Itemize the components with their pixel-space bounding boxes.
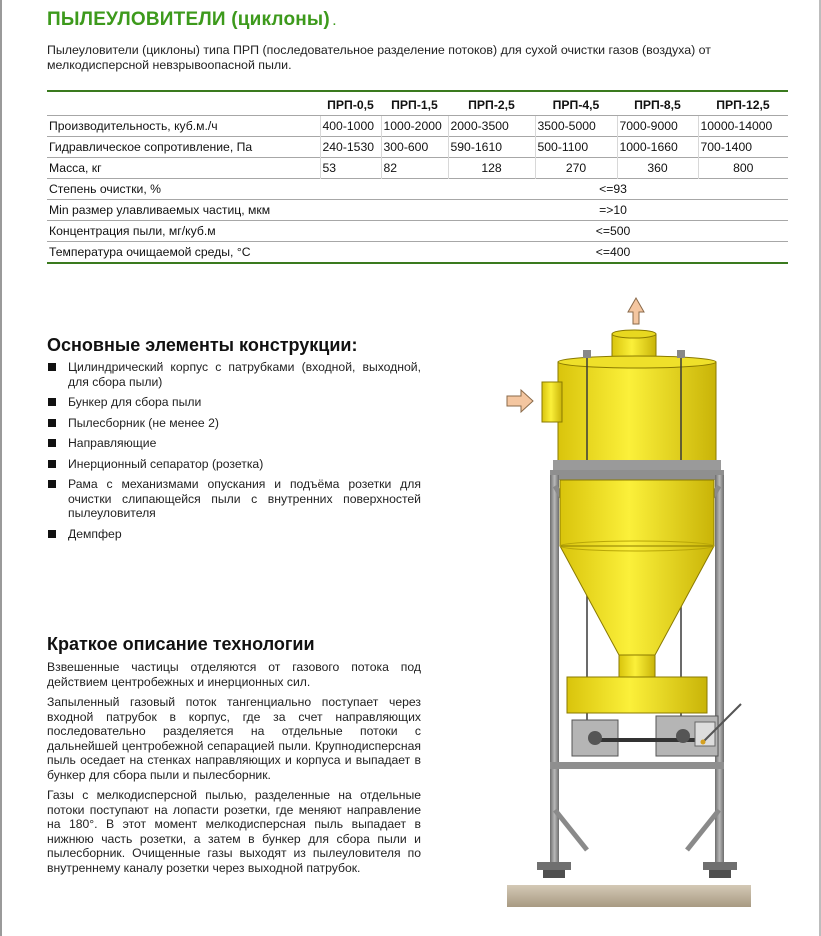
table-cell: 590-1610 bbox=[448, 137, 535, 158]
paragraph: Запыленный газовый поток тангенциально поступает через входной патрубок в корпус, где за счет направляющих последовательно разделяется на отдельные потоки с дальнейшей центробежной сепарацией пыли. Крупнодисперсная пыль оседает на стенках направляющих и корпуса и выпадает в бункер для сбора пыли и пылесборник. bbox=[47, 695, 421, 782]
model-header: ПРП-0,5 bbox=[320, 91, 381, 116]
row-label: Производительность, куб.м./ч bbox=[47, 116, 320, 137]
paragraph: Взвешенные частицы отделяются от газового потока под действием центробежных и инерционных сил. bbox=[47, 660, 421, 689]
frame-leg bbox=[550, 475, 559, 865]
page-title: ПЫЛЕУЛОВИТЕЛИ (циклоны) . bbox=[47, 9, 337, 30]
table-row bbox=[47, 137, 788, 158]
frame-foot bbox=[537, 862, 571, 870]
title-dot: . bbox=[332, 16, 337, 28]
dust-collector bbox=[567, 677, 707, 713]
bullet-icon bbox=[48, 363, 56, 371]
cyclone-body-top bbox=[558, 356, 716, 368]
frame-bottom-beam bbox=[550, 762, 724, 769]
table-row bbox=[47, 200, 788, 221]
table-cell: 1000-1660 bbox=[617, 137, 698, 158]
table-cell: <=400 bbox=[320, 242, 788, 264]
table-cell: =>10 bbox=[320, 200, 788, 221]
model-header: ПРП-12,5 bbox=[698, 91, 788, 116]
table-cell: 240-1530 bbox=[320, 137, 381, 158]
table-row bbox=[47, 158, 788, 179]
cyclone-illustration bbox=[495, 290, 765, 920]
list-item-text: Бункер для сбора пыли bbox=[68, 395, 202, 409]
gear-wheel bbox=[676, 729, 690, 743]
table-cell: 800 bbox=[698, 158, 788, 179]
table-cell: 270 bbox=[535, 158, 617, 179]
list-item bbox=[47, 527, 421, 542]
list-item bbox=[47, 457, 421, 472]
list-item bbox=[47, 416, 421, 431]
outlet-pipe-rim bbox=[612, 330, 656, 338]
row-label: Концентрация пыли, мг/куб.м bbox=[47, 221, 320, 242]
row-label: Гидравлическое сопротивление, Па bbox=[47, 137, 320, 158]
model-header: ПРП-2,5 bbox=[448, 91, 535, 116]
table-cell: 7000-9000 bbox=[617, 116, 698, 137]
row-label: Min размер улавливаемых частиц, мкм bbox=[47, 200, 320, 221]
frame-foot-pad bbox=[709, 870, 731, 878]
list-item-text: Демпфер bbox=[68, 526, 122, 541]
table-cell: 300-600 bbox=[381, 137, 448, 158]
bullet-icon bbox=[48, 419, 56, 427]
elements-list bbox=[47, 360, 421, 547]
technology-heading: Краткое описание технологии bbox=[47, 634, 315, 654]
bullet-icon bbox=[48, 480, 56, 488]
inlet-arrow-icon bbox=[507, 390, 533, 412]
technology-text bbox=[47, 660, 421, 881]
rod-clamp bbox=[583, 350, 591, 358]
model-header: ПРП-8,5 bbox=[617, 91, 698, 116]
list-item-text: Пылесборник (не менее 2) bbox=[68, 415, 219, 430]
list-item-text: Направляющие bbox=[68, 436, 157, 450]
table-cell: 700-1400 bbox=[698, 137, 788, 158]
frame-foot bbox=[703, 862, 737, 870]
outlet-arrow-icon bbox=[628, 298, 644, 324]
table-cell: 1000-2000 bbox=[381, 116, 448, 137]
bullet-icon bbox=[48, 460, 56, 468]
hopper-upper bbox=[560, 480, 714, 546]
model-header: ПРП-4,5 bbox=[535, 91, 617, 116]
list-item bbox=[47, 360, 421, 389]
ground-slab bbox=[507, 885, 751, 907]
specs-header-row bbox=[47, 91, 788, 116]
list-item-text: Рама с механизмами опускания и подъёма розетки для очистки слипающейся пыли с внутренних поверхностей пылеуловителя bbox=[68, 477, 421, 520]
table-cell: 360 bbox=[617, 158, 698, 179]
table-cell: <=500 bbox=[320, 221, 788, 242]
frame-foot-pad bbox=[543, 870, 565, 878]
table-row bbox=[47, 221, 788, 242]
table-cell: 500-1100 bbox=[535, 137, 617, 158]
bullet-icon bbox=[48, 530, 56, 538]
table-cell: 10000-14000 bbox=[698, 116, 788, 137]
list-item-text: Инерционный сепаратор (розетка) bbox=[68, 456, 264, 471]
bullet-icon bbox=[48, 439, 56, 447]
table-row bbox=[47, 116, 788, 137]
handle-knob bbox=[701, 740, 706, 745]
table-row bbox=[47, 242, 788, 264]
list-item bbox=[47, 477, 421, 521]
table-cell: <=93 bbox=[320, 179, 788, 200]
row-label: Температура очищаемой среды, °С bbox=[47, 242, 320, 264]
frame-top-beam bbox=[550, 470, 724, 480]
frame-leg bbox=[715, 475, 724, 865]
table-cell: 53 bbox=[320, 158, 381, 179]
inlet-pipe bbox=[542, 382, 562, 422]
table-cell: 128 bbox=[448, 158, 535, 179]
table-cell: 2000-3500 bbox=[448, 116, 535, 137]
hopper-outlet bbox=[619, 655, 655, 677]
model-header: ПРП-1,5 bbox=[381, 91, 448, 116]
bullet-icon bbox=[48, 398, 56, 406]
rod-clamp bbox=[677, 350, 685, 358]
gear-wheel bbox=[588, 731, 602, 745]
row-label: Масса, кг bbox=[47, 158, 320, 179]
frame-brace bbox=[555, 810, 587, 850]
table-cell: 82 bbox=[381, 158, 448, 179]
intro-text: Пылеуловители (циклоны) типа ПРП (последовательное разделение потоков) для сухой очистки газов (воздуха) от мелкодисперсной невзрывоопасной пыли. bbox=[47, 43, 711, 72]
list-item bbox=[47, 395, 421, 410]
list-item bbox=[47, 436, 421, 451]
table-row bbox=[47, 179, 788, 200]
elements-heading: Основные элементы конструкции: bbox=[47, 335, 358, 355]
table-cell: 3500-5000 bbox=[535, 116, 617, 137]
list-item-text: Цилиндрический корпус с патрубками (входной, выходной, для сбора пыли) bbox=[68, 360, 421, 389]
specs-table bbox=[47, 90, 788, 264]
cyclone-body bbox=[558, 362, 716, 470]
frame-brace bbox=[687, 810, 719, 850]
table-cell: 400-1000 bbox=[320, 116, 381, 137]
row-label: Степень очистки, % bbox=[47, 179, 320, 200]
paragraph: Газы с мелкодисперсной пылью, разделенные на отдельные потоки поступают на лопасти розетки, где меняют направление на 180°. В этот момент мелкодисперсная пыль выпадает в нижнюю часть розетки, а затем в бункер для сбора пыли и пылесборник. Очищенные газы выходят из пылеуловителя по внутреннему каналу розетки через выходной патрубок. bbox=[47, 788, 421, 875]
page-left-edge bbox=[0, 0, 2, 936]
specs-header-blank bbox=[47, 91, 320, 116]
hopper-cone bbox=[560, 546, 714, 655]
body-flange bbox=[553, 460, 721, 470]
